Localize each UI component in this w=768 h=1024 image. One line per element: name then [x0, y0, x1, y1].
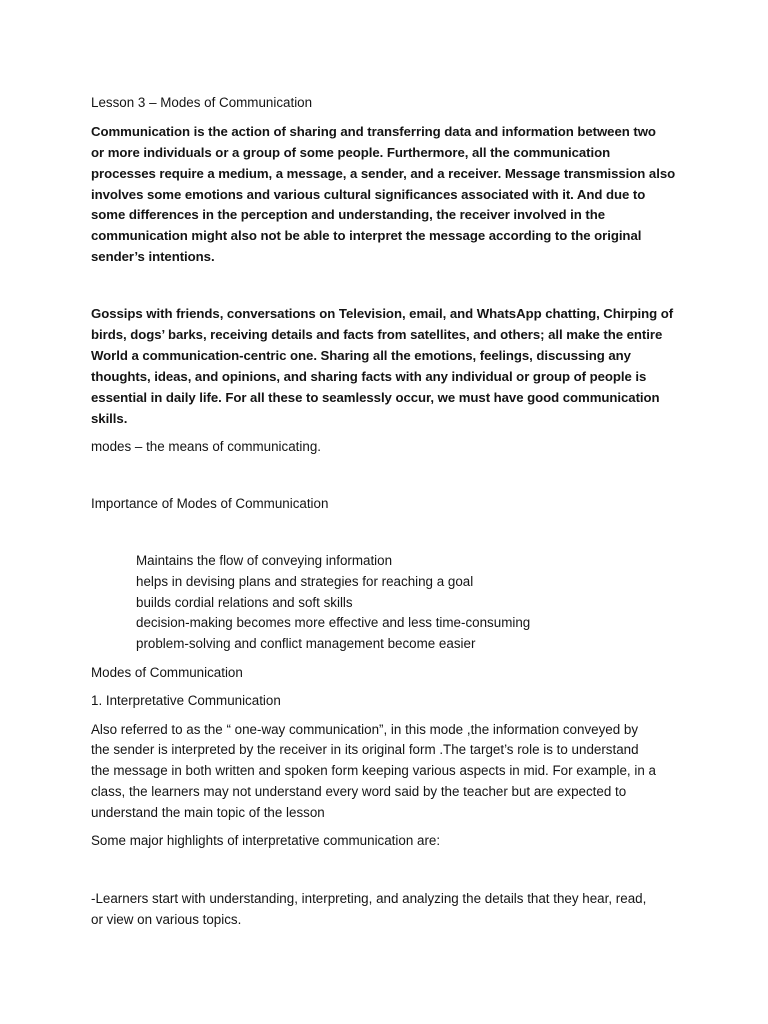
list-item: helps in devising plans and strategies for reaching a goal	[136, 574, 474, 589]
modes-heading: Modes of Communication	[91, 665, 243, 680]
importance-heading: Importance of Modes of Communication	[91, 496, 329, 511]
paragraph-line: or view on various topics.	[91, 912, 242, 927]
paragraph-line: involves some emotions and various cultural significances associated with it. And due to	[91, 187, 646, 202]
paragraph-line: some differences in the perception and understanding, the receiver involved in the	[91, 207, 605, 222]
modes-definition: modes – the means of communicating.	[91, 439, 321, 454]
highlights-intro: Some major highlights of interpretative communication are:	[91, 833, 441, 848]
lesson-title: Lesson 3 – Modes of Communication	[91, 95, 313, 110]
paragraph-line: the sender is interpreted by the receiver in its original form .The target’s role is to understand	[91, 742, 639, 757]
paragraph-line: Communication is the action of sharing and transferring data and information between two	[91, 124, 656, 139]
paragraph-line: sender’s intentions.	[91, 249, 215, 264]
paragraph-line: or more individuals or a group of some people. Furthermore, all the communication	[91, 145, 611, 160]
paragraph-line: World a communication-centric one. Sharing all the emotions, feelings, discussing any	[91, 348, 631, 363]
paragraph-line: thoughts, ideas, and opinions, and sharing facts with any individual or group of people is	[91, 369, 647, 384]
paragraph-line: Also referred to as the “ one-way communication”, in this mode ,the information conveyed by	[91, 722, 639, 737]
paragraph-line: class, the learners may not understand every word said by the teacher but are expected to	[91, 784, 627, 799]
list-item: decision-making becomes more effective and less time-consuming	[136, 615, 531, 630]
paragraph-line: understand the main topic of the lesson	[91, 805, 325, 820]
list-item: builds cordial relations and soft skills	[136, 595, 353, 610]
paragraph-line: processes require a medium, a message, a sender, and a receiver. Message transmission also	[91, 166, 676, 181]
paragraph-line: essential in daily life. For all these to seamlessly occur, we must have good communication	[91, 390, 660, 405]
paragraph-line: the message in both written and spoken form keeping various aspects in mid. For example, in a	[91, 763, 656, 778]
paragraph-line: birds, dogs’ barks, receiving details and facts from satellites, and others; all make the entire	[91, 327, 663, 342]
list-item: Maintains the flow of conveying information	[136, 553, 393, 568]
paragraph-line: -Learners start with understanding, interpreting, and analyzing the details that they hear, read,	[91, 891, 647, 906]
paragraph-line: Gossips with friends, conversations on Television, email, and WhatsApp chatting, Chirping of	[91, 306, 674, 321]
interpretative-heading: 1. Interpretative Communication	[91, 693, 281, 708]
list-item: problem-solving and conflict management become easier	[136, 636, 476, 651]
paragraph-line: skills.	[91, 411, 128, 426]
paragraph-line: communication might also not be able to interpret the message according to the original	[91, 228, 642, 243]
